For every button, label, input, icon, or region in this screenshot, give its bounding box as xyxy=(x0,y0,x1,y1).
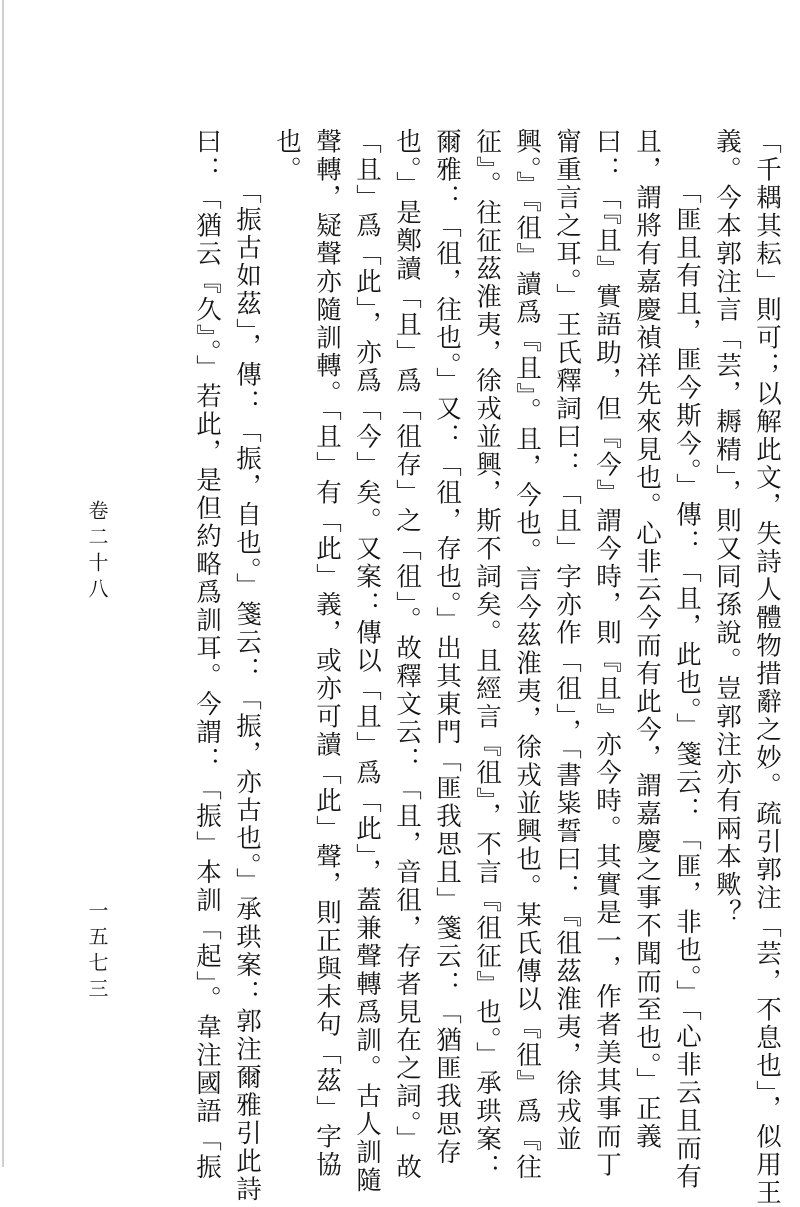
text-column: 「振古如茲」，傳：「振，自也。」箋云：「振，亦古也。」承珙案：郭注爾雅引此詩 xyxy=(232,178,262,1204)
text-column: 「匪且有且，匪今斯今。」傳：「且，此也。」箋云：「匪，非也。」「心非云且而有 xyxy=(672,178,702,1191)
text-column: 征』。往征茲淮夷，徐戎並興，斯不詞矣。且經言『徂』，不言『徂征』也。」承珙案： xyxy=(472,128,502,1182)
text-column: 也。 xyxy=(272,128,302,184)
text-column: 聲轉，疑聲亦隨訓轉。「且」有「此」義，或亦可讀「此」聲，則正與末句「茲」字協 xyxy=(312,128,342,1180)
text-column: 義。今本郭注言「芸，耨精」，則又同孫說。豈郭注亦有兩本歟？ xyxy=(712,128,742,928)
page-number: 一五七三 xyxy=(85,900,109,1004)
text-column: 「千耦其耘」則可；以解此文，失詩人體物措辭之妙。疏引郭注「芸，不息也」，似用王 xyxy=(752,128,782,1207)
text-column: 曰：「猶云『久』。」若此，是但約略爲訓耳。今謂：「振」本訓「起」。韋注國語「振 xyxy=(192,128,222,1182)
text-column: 曰：「『且』實語助，但『今』謂今時，則『且』亦今時。其實是一，作者美其事而丁 xyxy=(592,128,622,1180)
text-block xyxy=(0,128,800,1207)
text-column: 「且」爲「此」，亦爲「今」矣。又案：傳以「且」爲「此」，蓋兼聲轉爲訓。古人訓隨 xyxy=(352,128,382,1195)
text-column: 甯重言之耳。」王氏釋詞曰：「且」字亦作「徂」，「書粊誓曰：『徂茲淮夷，徐戎並 xyxy=(552,128,582,1154)
text-column: 且，謂將有嘉慶禎祥先來見也。心非云今而有此今，謂嘉慶之事不聞而至也。」正義 xyxy=(632,128,662,1152)
text-column: 也。」是鄭讀「且」爲「徂存」之「徂」。故釋文云：「且，音徂，存者見在之詞。」故 xyxy=(392,128,422,1182)
text-column: 興。』『徂』讀爲『且』。且，今也。言今茲淮夷，徐戎並興也。某氏傳以『徂』爲『往 xyxy=(512,128,542,1182)
volume-label: 卷二十八 xyxy=(85,500,109,604)
text-column: 爾雅：「徂，往也。」又：「徂，存也。」出其東門「匪我思且」箋云：「猶匪我思存 xyxy=(432,128,462,1167)
